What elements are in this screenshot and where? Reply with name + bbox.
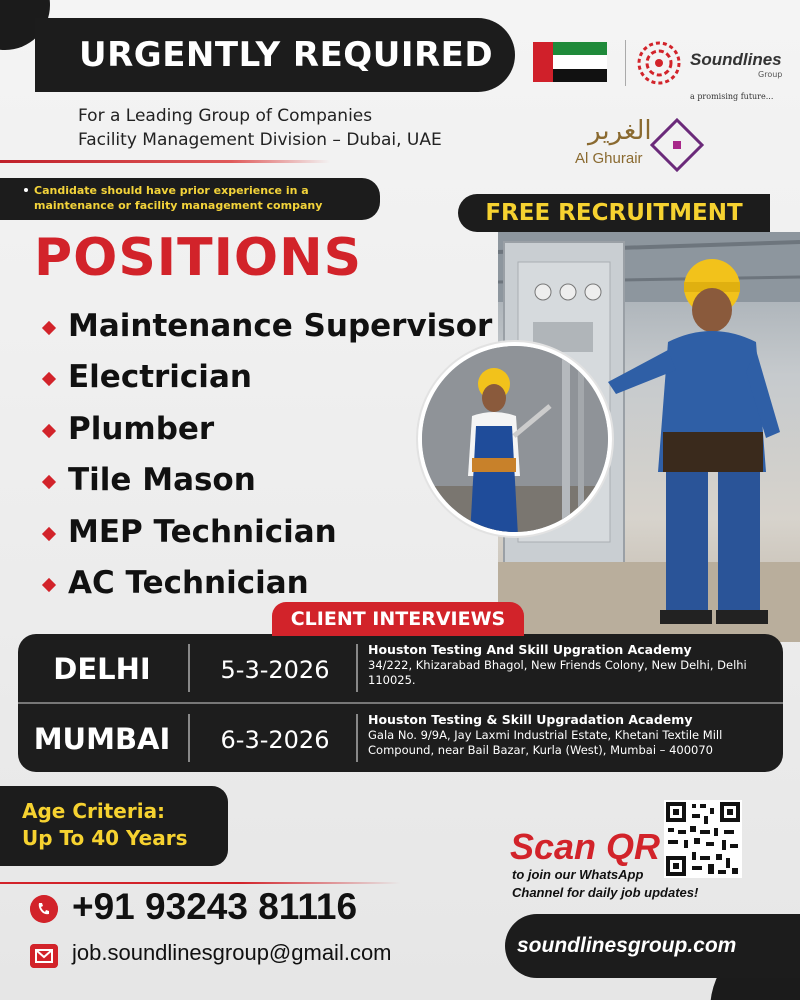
positions-list — [44, 300, 492, 609]
venue-address: 34/222, Khizarabad Bhagol, New Friends Colony, New Delhi, Delhi 110025. — [368, 658, 747, 687]
interview-venue — [368, 642, 778, 688]
interview-table — [18, 634, 783, 772]
divider — [0, 160, 330, 163]
qr-code-icon[interactable] — [664, 800, 742, 878]
website-banner — [505, 914, 800, 978]
bullet-icon — [24, 188, 28, 192]
alghurair-logo-icon — [650, 118, 704, 172]
alghurair-name: Al Ghurair — [575, 150, 643, 167]
bullet-icon — [42, 527, 56, 541]
divider — [188, 644, 190, 692]
interview-city: MUMBAI — [33, 722, 171, 756]
header-banner — [35, 18, 515, 92]
phone-icon — [30, 895, 58, 923]
soundlines-logo-icon — [634, 38, 684, 88]
venue-address: Gala No. 9/9A, Jay Laxmi Industrial Estate, Khetani Textile Mill Compound, near Bail Bazar, Kurla (West), Mumbai – 400070 — [368, 728, 723, 757]
interview-date: 6-3-2026 — [220, 726, 330, 754]
scan-qr-line-1: to join our WhatsApp — [512, 867, 644, 882]
divider — [0, 882, 400, 884]
soundlines-name: Soundlines — [690, 50, 782, 69]
subheading-line-2: Facility Management Division – Dubai, UAE — [78, 130, 442, 150]
list-item — [44, 455, 492, 507]
phone-number[interactable]: +91 93243 81116 — [72, 886, 358, 927]
age-criteria-label: Age Criteria: — [22, 799, 166, 823]
position-label: Maintenance Supervisor — [68, 307, 493, 344]
venue-name: Houston Testing & Skill Upgradation Academy — [368, 712, 693, 727]
position-label: Electrician — [68, 359, 252, 396]
bullet-icon — [42, 578, 56, 592]
bullet-icon — [42, 475, 56, 489]
venue-name: Houston Testing And Skill Upgration Academy — [368, 642, 692, 657]
subheading-line-1: For a Leading Group of Companies — [78, 106, 373, 126]
divider — [356, 714, 358, 762]
position-label: AC Technician — [68, 565, 309, 602]
uae-flag-icon — [533, 42, 607, 82]
subheading — [78, 104, 442, 152]
table-row — [18, 634, 783, 702]
scan-qr-title: Scan QR — [510, 826, 661, 867]
free-recruitment-banner: FREE RECRUITMENT — [458, 194, 770, 232]
experience-note — [0, 178, 380, 220]
bullet-icon — [42, 424, 56, 438]
scan-qr-line-2: Channel for daily job updates! — [512, 885, 699, 900]
experience-note-text: Candidate should have prior experience in a maintenance or facility management company — [34, 184, 323, 212]
alghurair-arabic: الغرير — [588, 116, 652, 146]
divider — [188, 714, 190, 762]
divider — [356, 644, 358, 692]
bullet-icon — [42, 372, 56, 386]
list-item — [44, 403, 492, 455]
soundlines-group: Group — [758, 70, 783, 79]
list-item — [44, 506, 492, 558]
bullet-icon — [42, 321, 56, 335]
soundlines-tagline: a promising future... — [690, 92, 774, 101]
interview-venue — [368, 712, 778, 758]
divider — [625, 40, 626, 86]
client-interviews-title: CLIENT INTERVIEWS — [272, 602, 524, 636]
age-criteria-value: Up To 40 Years — [22, 826, 188, 850]
interview-date: 5-3-2026 — [220, 656, 330, 684]
website-link[interactable]: soundlinesgroup.com — [517, 934, 737, 957]
mail-icon — [30, 944, 58, 968]
table-row — [18, 704, 783, 772]
interview-city: DELHI — [53, 652, 151, 686]
positions-title: POSITIONS — [34, 228, 363, 288]
page-title: URGENTLY REQUIRED — [79, 35, 494, 75]
email-address[interactable]: job.soundlinesgroup@gmail.com — [72, 940, 392, 965]
age-criteria — [0, 786, 228, 866]
position-label: MEP Technician — [68, 513, 337, 550]
position-label: Tile Mason — [68, 462, 256, 499]
list-item — [44, 352, 492, 404]
position-label: Plumber — [68, 410, 215, 447]
list-item — [44, 300, 492, 352]
